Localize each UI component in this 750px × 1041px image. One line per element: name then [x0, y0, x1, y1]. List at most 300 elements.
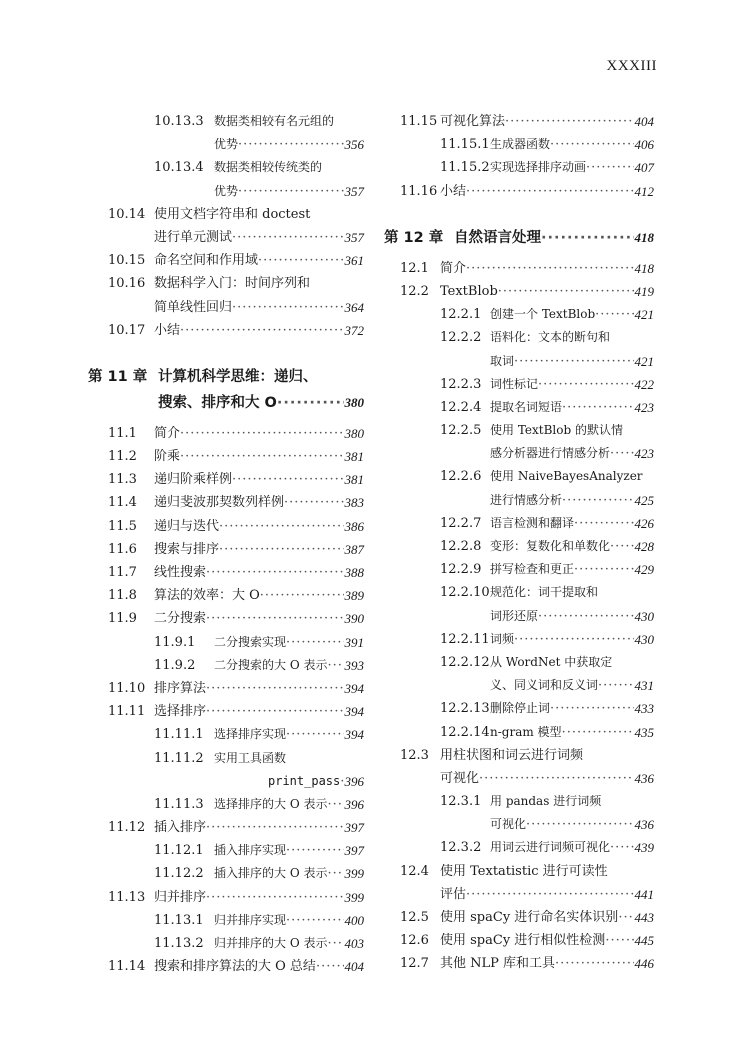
- toc-section-row: [88, 677, 364, 700]
- page-ref: 423: [634, 399, 654, 415]
- section-number: 11.16: [400, 183, 438, 199]
- page-ref: 364: [344, 299, 364, 315]
- section-title: 数据类相较传统类的: [214, 160, 323, 175]
- toc-subsection-row: [384, 396, 654, 419]
- leader-dots: [180, 319, 343, 342]
- page-ref: 404: [344, 959, 364, 975]
- page-ref: 380: [344, 394, 364, 410]
- section-number: 12.2.3: [440, 376, 482, 392]
- section-title: 规范化：词干提取和: [490, 585, 599, 600]
- page-ref: 381: [344, 449, 364, 465]
- section-title: 搜索与排序: [154, 541, 220, 557]
- section-number: 10.16: [108, 276, 146, 292]
- section-title: 二分搜索的大 O 表示: [214, 657, 328, 672]
- toc-subsection-row: [384, 605, 654, 628]
- section-number: 11.4: [108, 495, 137, 511]
- leader-dots: [595, 303, 633, 326]
- section-title: 排序算法: [154, 680, 207, 696]
- toc-section-row: [384, 257, 654, 280]
- section-number: 11.6: [108, 541, 137, 557]
- leader-dots: [562, 396, 633, 419]
- toc-section-row: [384, 767, 654, 790]
- leader-dots: [538, 373, 633, 396]
- toc-section-row: [384, 110, 654, 133]
- section-number: 12.3.1: [440, 794, 482, 810]
- toc-subsection-row: [384, 535, 654, 558]
- section-number: 12.3.2: [440, 840, 482, 856]
- section-number: 12.2.5: [440, 423, 482, 439]
- section-number: 12.2.8: [440, 539, 482, 554]
- leader-dots: [505, 110, 633, 133]
- section-title: 使用文档字符串和 doctest: [154, 206, 311, 222]
- page-ref: 394: [344, 727, 364, 743]
- leader-dots: [466, 257, 633, 280]
- toc-subsection-row: [384, 813, 654, 836]
- page-ref: 394: [344, 704, 364, 720]
- leader-dots: [232, 296, 343, 319]
- leader-dots: [232, 468, 343, 491]
- leader-dots: [258, 249, 343, 272]
- section-title: 归并排序实现: [214, 912, 287, 927]
- section-number: 12.6: [400, 933, 429, 949]
- page-ref: 394: [344, 680, 364, 696]
- toc-subsection-row: [384, 721, 654, 744]
- toc-subsection-row: [88, 156, 364, 179]
- leader-dots: [232, 226, 343, 249]
- section-number: 10.15: [108, 253, 146, 269]
- toc-section-row: [88, 955, 364, 978]
- leader-dots: [526, 813, 633, 836]
- section-number: 11.7: [108, 565, 137, 580]
- leader-dots: [574, 558, 633, 581]
- section-number: 11.11: [108, 704, 146, 720]
- toc-section-row: [88, 296, 364, 319]
- section-title: 拼写检查和更正: [490, 562, 575, 577]
- toc-section-row: [88, 445, 364, 468]
- section-number: 12.2.9: [440, 562, 482, 578]
- section-title: 实用工具函数: [214, 750, 287, 765]
- section-title: 算法的效率：大 O: [154, 588, 260, 604]
- leader-dots: [550, 697, 633, 720]
- section-title: 从 WordNet 中获取定: [490, 654, 613, 669]
- section-number: 11.11.1: [154, 727, 204, 743]
- section-title: 归并排序: [154, 889, 207, 905]
- toc-subsection-row: [384, 697, 654, 720]
- section-title: 优势: [214, 137, 239, 152]
- page-ref: 419: [634, 283, 654, 299]
- page-ref: 389: [344, 588, 364, 604]
- leader-dots: [562, 721, 634, 744]
- toc-section-row: [88, 700, 364, 723]
- section-title: 其他 NLP 库和工具: [440, 956, 556, 972]
- page-ref: 446: [634, 956, 654, 972]
- section-number: 10.13.3: [154, 114, 204, 129]
- section-title: 命名空间和作用域: [154, 253, 259, 269]
- page-ref: 428: [634, 539, 654, 554]
- page-ref: 430: [634, 631, 654, 647]
- toc-subsection-row: [88, 932, 364, 955]
- toc-subsection-row: [384, 512, 654, 535]
- section-title: 数据类相较有名元组的: [214, 114, 335, 128]
- leader-dots: [286, 631, 343, 654]
- page-ref: 381: [344, 472, 364, 488]
- toc-subsection-row: [88, 909, 364, 932]
- chapter-number: 第 12 章: [384, 229, 444, 246]
- page-ref: 397: [344, 843, 364, 859]
- toc-subsection-row: [88, 839, 364, 862]
- toc-chapter-row: [88, 364, 364, 390]
- toc-subsection-row: [88, 180, 364, 203]
- toc-section-row: [384, 744, 654, 767]
- leader-dots: [498, 280, 634, 303]
- section-title: 简介: [440, 260, 467, 276]
- toc-subsection-row: [384, 326, 654, 349]
- section-number: 11.9.1: [154, 634, 196, 650]
- section-title: 二分搜索: [154, 611, 207, 627]
- leader-dots: [260, 584, 344, 607]
- section-title: 使用 Textatistic 进行可读性: [440, 863, 608, 879]
- section-title: 义、同义词和反义词: [490, 678, 599, 693]
- section-number: 11.12.2: [154, 866, 204, 882]
- section-number: 11.13: [108, 889, 146, 905]
- section-title: 使用 spaCy 进行命名实体识别: [440, 910, 619, 925]
- section-title: 提取名词短语: [490, 399, 563, 414]
- leader-dots: [598, 674, 633, 697]
- page-ref: 387: [344, 541, 364, 557]
- page-ref: 436: [634, 817, 654, 833]
- page-ref: 418: [634, 260, 654, 276]
- toc-subsection-row: [88, 110, 364, 133]
- toc-section-row: [88, 538, 364, 561]
- section-title: 简介: [154, 425, 181, 441]
- toc-subsection-row: [384, 373, 654, 396]
- section-number: 10.17: [108, 322, 146, 338]
- chapter-title: 计算机科学思维：递归、: [158, 368, 318, 385]
- leader-dots: [206, 886, 343, 909]
- toc-section-row: [88, 816, 364, 839]
- toc-subsection-row: [384, 156, 654, 179]
- page-ref: 421: [634, 353, 654, 369]
- chapter-number: 第 11 章: [88, 368, 148, 385]
- leader-dots: [238, 133, 343, 156]
- section-number: 11.13.2: [154, 936, 204, 951]
- section-number: 11.15.2: [440, 160, 490, 176]
- section-title: print_pass: [268, 773, 341, 788]
- section-title: 词性标记: [490, 376, 539, 391]
- section-title: 搜索和排序算法的大 O 总结: [154, 959, 316, 975]
- section-title: 插入排序: [154, 820, 207, 836]
- toc-section-row: [384, 906, 654, 929]
- page-ref: 406: [634, 137, 654, 153]
- page-ref: 372: [344, 322, 364, 338]
- section-number: 11.3: [108, 472, 137, 488]
- section-title: 用词云进行词频可视化: [490, 840, 611, 855]
- page-ref: 356: [344, 137, 364, 153]
- page-ref: 418: [634, 229, 654, 245]
- section-number: 12.2.13: [440, 701, 490, 717]
- leader-dots: [206, 700, 343, 723]
- leader-dots: [479, 767, 633, 790]
- toc-subsection-row: [384, 581, 654, 604]
- page-ref: 403: [344, 936, 364, 951]
- section-number: 11.5: [108, 518, 137, 534]
- leader-dots: [605, 929, 633, 952]
- section-number: 12.2.7: [440, 515, 482, 531]
- section-number: 11.15: [400, 114, 438, 129]
- page-ref: 407: [634, 160, 654, 176]
- page-ref: 357: [344, 183, 364, 199]
- leader-dots: [610, 535, 633, 558]
- section-title: 可视化: [490, 817, 527, 832]
- toc-subsection-row: [384, 628, 654, 651]
- leader-dots: [610, 442, 633, 465]
- section-title: 进行单元测试: [154, 229, 233, 245]
- leader-dots: [277, 390, 344, 416]
- leader-dots: [562, 489, 633, 512]
- section-title: 归并排序的大 O 表示: [214, 936, 328, 950]
- page-ref: 412: [634, 183, 654, 199]
- section-number: 10.14: [108, 206, 146, 222]
- toc-subsection-row: [384, 419, 654, 442]
- section-number: 11.14: [108, 959, 146, 975]
- section-number: 12.2.11: [440, 631, 490, 647]
- toc-section-row: [88, 886, 364, 909]
- toc-section-row: [384, 180, 654, 203]
- leader-dots: [206, 561, 343, 584]
- toc-subsection-row: [88, 133, 364, 156]
- section-number: 11.13.1: [154, 912, 204, 928]
- section-title: 二分搜索实现: [214, 634, 287, 649]
- section-title: 递归阶乘样例: [154, 472, 233, 488]
- toc-section-row: [88, 249, 364, 272]
- toc-subsection-row: [384, 350, 654, 373]
- toc-section-row: [88, 607, 364, 630]
- section-number: 11.12: [108, 820, 146, 836]
- toc-subsection-row: [384, 303, 654, 326]
- chapter-title: 搜索、排序和大 O: [158, 394, 277, 411]
- leader-dots: [327, 932, 343, 955]
- section-title: 小结: [440, 183, 467, 199]
- section-title: 可视化算法: [440, 114, 506, 129]
- page-ref: 383: [344, 495, 364, 511]
- section-title: 插入排序实现: [214, 843, 287, 858]
- section-number: 11.11.2: [154, 750, 204, 766]
- page-ref: 397: [344, 820, 364, 836]
- toc-subsection-row: [384, 558, 654, 581]
- toc-left-column: [88, 110, 364, 978]
- page-ref: 425: [634, 492, 654, 508]
- toc-section-row: [384, 883, 654, 906]
- toc-subsection-row: [88, 770, 364, 793]
- section-number: 11.10: [108, 680, 146, 696]
- section-title: 数据科学入门：时间序列和: [154, 276, 311, 292]
- section-title: 递归与迭代: [154, 518, 220, 534]
- section-title: TextBlob: [440, 283, 498, 299]
- leader-dots: [180, 445, 343, 468]
- toc-subsection-row: [88, 862, 364, 885]
- page-ref: 429: [634, 562, 654, 578]
- section-title: 用柱状图和词云进行词频: [440, 747, 584, 763]
- toc-section-row: [88, 226, 364, 249]
- page-ref: 399: [344, 866, 364, 882]
- section-number: 11.1: [108, 425, 137, 441]
- section-number: 12.2: [400, 283, 429, 299]
- page-ref: 361: [344, 253, 364, 269]
- section-number: 11.15.1: [440, 137, 490, 153]
- page-ref: 421: [634, 307, 654, 323]
- toc-section-row: [88, 203, 364, 226]
- leader-dots: [618, 906, 633, 929]
- section-number: 11.12.1: [154, 843, 204, 859]
- leader-dots: [514, 628, 633, 651]
- page-ref: 423: [634, 446, 654, 462]
- page-ref: 380: [344, 425, 364, 441]
- page-ref: 433: [634, 701, 654, 717]
- leader-dots: [219, 515, 343, 538]
- leader-dots: [574, 512, 633, 535]
- section-number: 12.5: [400, 910, 429, 925]
- section-title: 优势: [214, 183, 239, 198]
- toc-chapter-row: [88, 390, 364, 416]
- page-ref: 443: [634, 910, 654, 925]
- section-number: 12.2.6: [440, 469, 482, 485]
- leader-dots: [316, 955, 344, 978]
- toc-subsection-row: [88, 793, 364, 816]
- page-ref: 422: [634, 376, 654, 392]
- page-ref: 386: [344, 518, 364, 534]
- section-number: 11.8: [108, 588, 137, 604]
- section-number: 11.2: [108, 449, 137, 465]
- section-title: 生成器函数: [490, 137, 551, 152]
- page-ref: 431: [634, 678, 654, 694]
- section-title: 使用 TextBlob 的默认情: [490, 423, 623, 438]
- leader-dots: [555, 952, 633, 975]
- leader-dots: [327, 654, 343, 677]
- section-number: 12.3: [400, 747, 429, 763]
- toc-subsection-row: [88, 747, 364, 770]
- page-ref: 439: [634, 840, 654, 856]
- section-title: 变形：复数化和单数化: [490, 539, 611, 553]
- section-number: 10.13.4: [154, 160, 204, 176]
- leader-dots: [180, 422, 343, 445]
- toc-section-row: [384, 280, 654, 303]
- section-number: 11.9: [108, 611, 137, 627]
- section-title: 递归斐波那契数列样例: [154, 495, 285, 511]
- leader-dots: [206, 607, 343, 630]
- page-ref: 430: [634, 608, 654, 624]
- section-number: 12.2.2: [440, 330, 482, 346]
- section-title: 创建一个 TextBlob: [490, 307, 596, 322]
- section-title: 选择排序的大 O 表示: [214, 796, 328, 811]
- toc-section-row: [88, 468, 364, 491]
- section-title: 插入排序的大 O 表示: [214, 866, 328, 881]
- section-title: 语料化：文本的断句和: [490, 330, 611, 345]
- section-title: 语言检测和翻译: [490, 515, 575, 530]
- page-ref: 441: [634, 886, 654, 902]
- section-title: 简单线性回归: [154, 299, 233, 315]
- page-ref: 404: [634, 114, 654, 129]
- section-number: 12.2.14: [440, 724, 490, 740]
- section-title: 进行情感分析: [490, 492, 563, 507]
- section-number: 12.2.12: [440, 654, 490, 670]
- toc-right-column: [384, 110, 654, 976]
- page-ref: 396: [344, 796, 364, 812]
- toc-subsection-row: [384, 836, 654, 859]
- toc-subsection-row: [384, 489, 654, 512]
- toc-subsection-row: [88, 631, 364, 654]
- toc-subsection-row: [88, 723, 364, 746]
- section-title: 词形还原: [490, 608, 539, 623]
- page-ref: 388: [344, 565, 364, 580]
- page-ref: 393: [344, 657, 364, 673]
- leader-dots: [206, 816, 343, 839]
- leader-dots: [466, 883, 633, 906]
- toc-subsection-row: [384, 790, 654, 813]
- toc-subsection-row: [88, 654, 364, 677]
- toc-section-row: [88, 422, 364, 445]
- toc-chapter-row: [384, 225, 654, 251]
- toc-section-row: [88, 491, 364, 514]
- section-number: 12.2.1: [440, 307, 482, 323]
- toc-section-row: [384, 952, 654, 975]
- leader-dots: [327, 862, 343, 885]
- section-number: 12.1: [400, 260, 429, 276]
- page-ref: 445: [634, 933, 654, 949]
- toc-section-row: [88, 272, 364, 295]
- section-title: n-gram 模型: [490, 724, 562, 739]
- leader-dots: [538, 605, 633, 628]
- section-title: 用 pandas 进行词频: [490, 794, 602, 809]
- toc-section-row: [88, 561, 364, 584]
- leader-dots: [219, 538, 343, 561]
- page-ref: 400: [344, 912, 364, 928]
- leader-dots: [586, 156, 633, 179]
- section-number: 12.2.4: [440, 399, 482, 415]
- section-number: 11.9.2: [154, 657, 196, 673]
- page-number: XXXIII: [606, 58, 657, 74]
- leader-dots: [610, 836, 633, 859]
- section-title: 评估: [440, 886, 467, 902]
- page-ref: 357: [344, 229, 364, 245]
- section-title: 感分析器进行情感分析: [490, 446, 611, 461]
- section-number: 12.4: [400, 863, 429, 879]
- section-title: 小结: [154, 322, 181, 338]
- leader-dots: [206, 677, 343, 700]
- page-ref: 426: [634, 515, 654, 531]
- section-number: 12.7: [400, 956, 429, 972]
- page-ref: 436: [634, 770, 654, 786]
- page-ref: 396: [344, 773, 364, 789]
- leader-dots: [286, 909, 343, 932]
- leader-dots: [284, 491, 343, 514]
- chapter-title: 自然语言处理: [454, 229, 541, 246]
- toc-section-row: [88, 319, 364, 342]
- toc-section-row: [384, 929, 654, 952]
- section-number: 11.11.3: [154, 796, 204, 812]
- section-title: 选择排序实现: [214, 727, 287, 742]
- toc-section-row: [88, 584, 364, 607]
- section-title: 使用 spaCy 进行相似性检测: [440, 933, 606, 949]
- section-title: 删除停止词: [490, 701, 551, 716]
- section-title: 选择排序: [154, 704, 207, 720]
- toc-subsection-row: [384, 651, 654, 674]
- section-number: 12.2.10: [440, 585, 490, 601]
- section-title: 可视化: [440, 770, 480, 786]
- leader-dots: [327, 793, 343, 816]
- leader-dots: [466, 180, 633, 203]
- section-title: 线性搜索: [154, 565, 207, 580]
- leader-dots: [550, 133, 633, 156]
